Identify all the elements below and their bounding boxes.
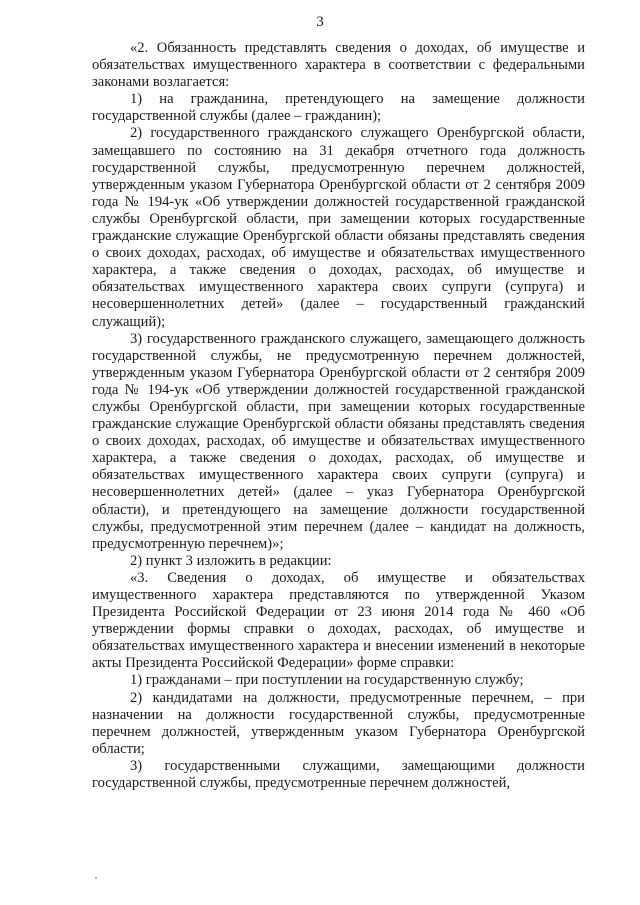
paragraph-item-2-civil-servant: 2) государственного гражданского служащего Оренбургской области, замещавшего по состоянию на 31 декабря отчетного года должность государственной службы, предусмотренную перечнем должностей, утвержденным указом Губернатора Оренбургской области от 2 сентября 2009 года № 194-ук «Об утверждении должностей государственной гражданской службы Оренбургской области, при замещении которых государственные гражданские служащие Оренбургской области обязаны представлять сведения о своих доходах, расходах, об имуществе и обязательствах имущественного характера, а также сведения о доходах, расходах, об имуществе и обязательствах имущественного характера своих супруги (супруга) и несовершеннолетних детей» (далее – государственный гражданский служащий);: [92, 125, 585, 330]
page-number: 3: [316, 14, 324, 30]
paragraph-point-3-item-3: 3) государственными служащими, замещающими должности государственной службы, предусмотренные перечнем должностей,: [92, 757, 585, 792]
paragraph-amend-point-3: 2) пункт 3 изложить в редакции:: [130, 552, 332, 569]
scan-speck: [95, 877, 97, 879]
paragraph-obligation-intro: «2. Обязанность представлять сведения о доходах, об имуществе и обязательствах имущественного характера в соответствии с федеральными законами возлагается:: [92, 40, 585, 91]
paragraph-point-3-text: «3. Сведения о доходах, об имуществе и обязательствах имущественного характера представляются по утвержденной Указом Президента Российской Федерации от 23 июня 2014 года № 460 «Об утверждении формы справки о доходах, расходах, об имуществе и обязательствах имущественного характера и внесении изменений в некоторые акты Президента Российской Федерации» форме справки:: [92, 569, 585, 672]
paragraph-point-3-item-2: 2) кандидатами на должности, предусмотренные перечнем, – при назначении на должности государственной службы, предусмотренные перечнем должностей, утвержденным указом Губернатора Оренбургской области;: [92, 689, 585, 757]
paragraph-item-3-civil-servant-other: 3) государственного гражданского служащего, замещающего должность государственной службы, не предусмотренную перечнем должностей, утвержденным указом Губернатора Оренбургской области от 2 сентября 2009 года № 194-ук «Об утверждении должностей государственной гражданской службы Оренбургской области, при замещении которых государственные гражданские служащие Оренбургской области обязаны представлять сведения о своих доходах, расходах, об имуществе и обязательствах имущественного характера, а также сведения о доходах, расходах, об имуществе и обязательствах имущественного характера своих супруги (супруга) и несовершеннолетних детей» (далее – указ Губернатора Оренбургской области), и претендующего на замещение должности государственной службы, предусмотренной этим перечнем (далее – кандидат на должность, предусмотренную перечнем)»;: [92, 330, 585, 552]
paragraph-point-3-item-1: 1) гражданами – при поступлении на государственную службу;: [130, 672, 524, 689]
document-body: [92, 40, 585, 792]
paragraph-item-1-citizen: 1) на гражданина, претендующего на замещение должности государственной службы (далее – гражданин);: [92, 91, 585, 125]
